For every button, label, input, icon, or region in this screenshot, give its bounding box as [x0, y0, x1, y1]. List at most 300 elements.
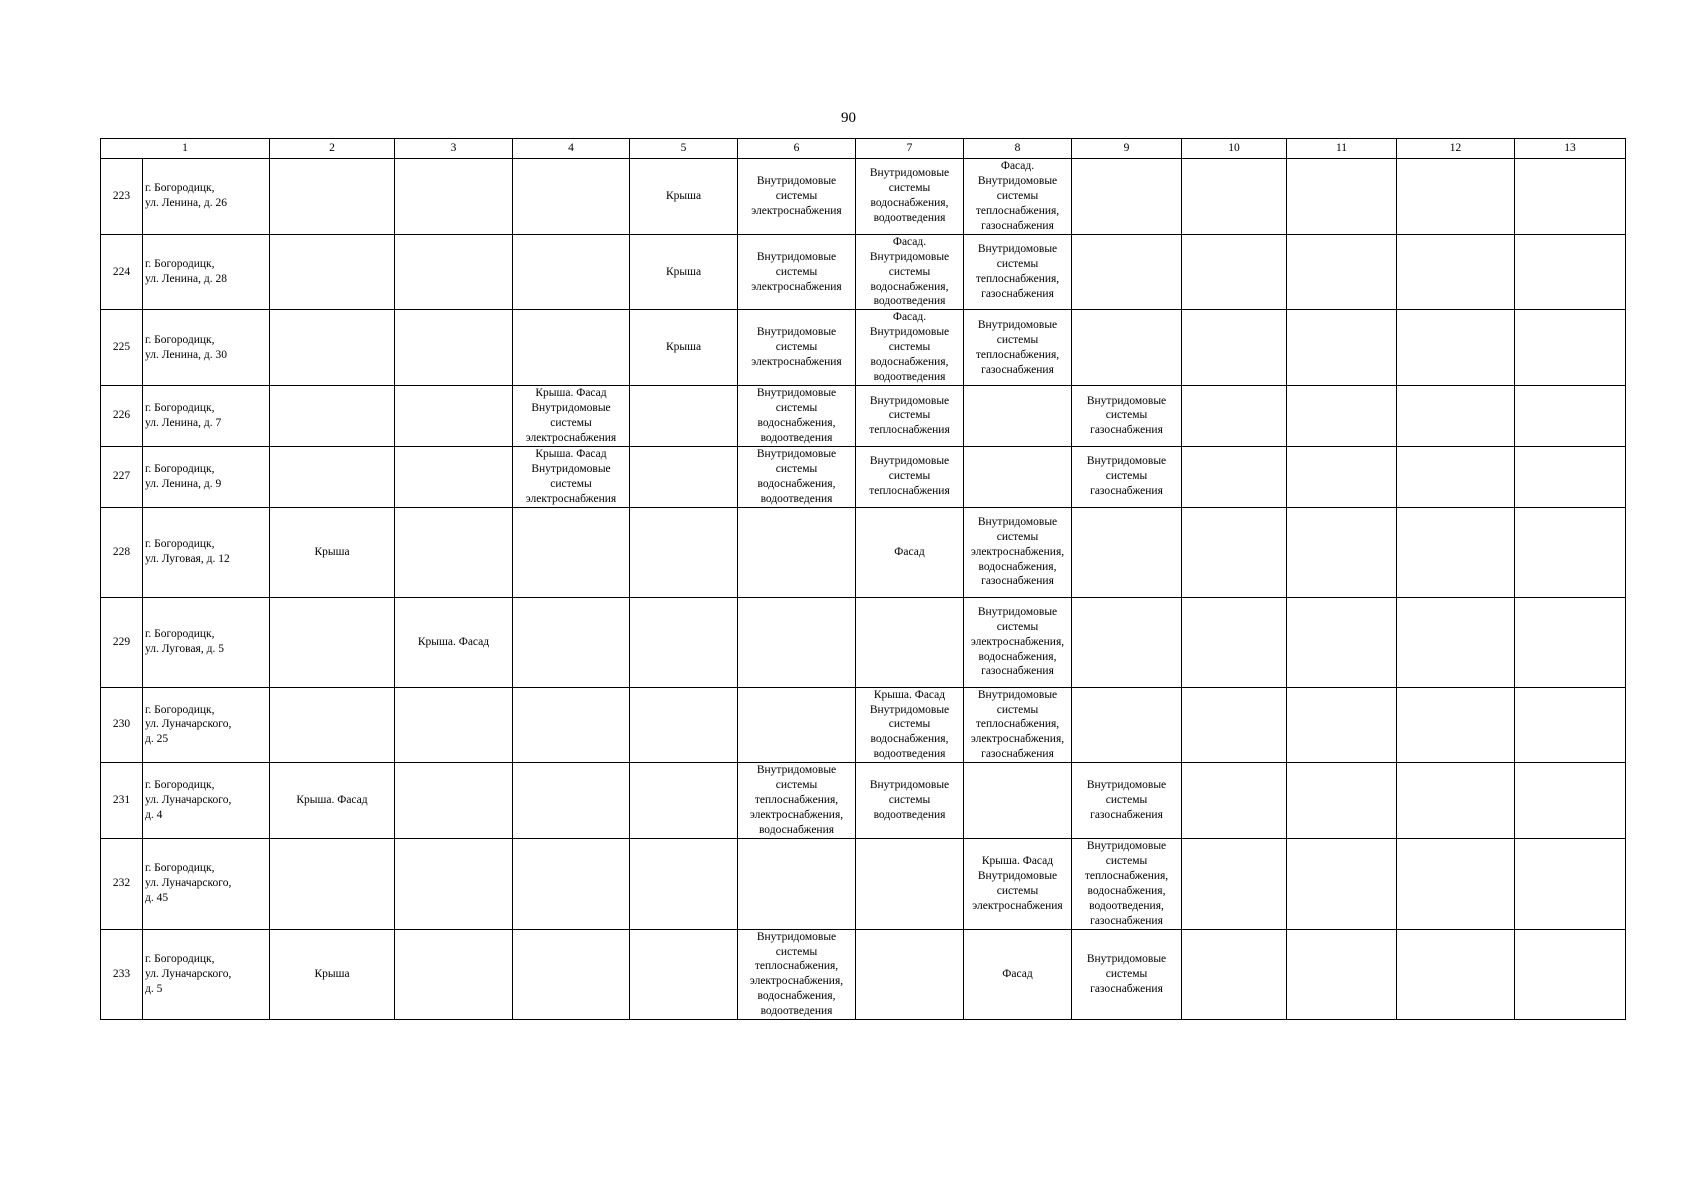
cell-col-7	[856, 159, 964, 235]
table-row	[101, 386, 1626, 447]
cell-col-3	[395, 763, 513, 839]
column-header-2: 2	[270, 139, 395, 159]
cell-col-3	[395, 929, 513, 1020]
cell-text-line: газоснабжения	[1090, 809, 1163, 822]
cell-col-9	[1072, 310, 1182, 386]
cell-text-line: теплоснабжения,	[975, 273, 1060, 286]
column-header-3: 3	[395, 139, 513, 159]
cell-text-line: системы	[888, 409, 931, 422]
cell-text-line: системы	[775, 265, 818, 278]
cell-col-4	[513, 507, 630, 597]
address-line: г. Богородицк,	[145, 703, 215, 716]
cell-text-line: газоснабжения	[981, 665, 1054, 678]
cell-col-4	[513, 310, 630, 386]
cell-col-6	[738, 597, 856, 687]
cell-col-6	[738, 386, 856, 447]
cell-col-3	[395, 234, 513, 310]
cell-text-line: Внутридомовые	[1086, 394, 1167, 407]
cell-col-7	[856, 386, 964, 447]
cell-col-4	[513, 234, 630, 310]
cell-col-4	[513, 838, 630, 929]
row-number: 230	[101, 687, 143, 763]
page-number: 90	[841, 110, 856, 126]
cell-col-11	[1287, 597, 1397, 687]
cell-text-line: системы	[996, 333, 1039, 346]
cell-col-2	[270, 597, 395, 687]
cell-text-line: Внутридомовые	[756, 250, 837, 263]
cell-col-8	[964, 234, 1072, 310]
cell-col-5	[630, 446, 738, 507]
cell-text-line: водоснабжения,	[870, 356, 949, 369]
cell-col-12	[1397, 446, 1515, 507]
cell-col-3	[395, 159, 513, 235]
cell-col-8	[964, 838, 1072, 929]
address-cell	[143, 929, 270, 1020]
address-line: г. Богородицк,	[145, 462, 215, 475]
cell-col-9	[1072, 929, 1182, 1020]
cell-text-line: Внутридомовые	[531, 462, 611, 475]
row-number: 228	[101, 507, 143, 597]
cell-col-7	[856, 234, 964, 310]
cell-text-line: Внутридомовые	[1086, 952, 1167, 965]
cell-text-line: газоснабжения	[1090, 424, 1163, 437]
cell-col-8	[964, 507, 1072, 597]
cell-text-line: водоотведения	[873, 212, 946, 225]
row-number: 232	[101, 838, 143, 929]
cell-text-line: водоснабжения,	[757, 416, 836, 429]
cell-col-10	[1182, 446, 1287, 507]
cell-col-10	[1182, 838, 1287, 929]
cell-col-4	[513, 159, 630, 235]
cell-col-11	[1287, 929, 1397, 1020]
cell-col-5	[630, 310, 738, 386]
cell-col-2	[270, 446, 395, 507]
cell-text-line: системы	[775, 779, 818, 792]
cell-text-line: теплоснабжения,	[975, 718, 1060, 731]
cell-text-line: водоснабжения	[758, 824, 835, 836]
cell-text-line: теплоснабжения,	[975, 348, 1060, 361]
cell-text-line: Внутридомовые	[977, 515, 1058, 528]
cell-text-line: Внутридомовые	[977, 688, 1058, 701]
cell-col-4	[513, 386, 630, 447]
table-row	[101, 446, 1626, 507]
cell-text-line: Внутридомовые	[869, 250, 950, 263]
table-body	[101, 139, 1626, 1020]
row-number: 223	[101, 159, 143, 235]
table-row	[101, 234, 1626, 310]
cell-col-10	[1182, 159, 1287, 235]
cell-col-11	[1287, 507, 1397, 597]
cell-col-8	[964, 386, 1072, 447]
cell-text-line: водоснабжения,	[978, 650, 1057, 663]
cell-text-line: Крыша	[314, 545, 350, 558]
cell-col-13	[1515, 838, 1626, 929]
column-header-11: 11	[1287, 139, 1397, 159]
cell-text-line: Внутридомовые	[977, 318, 1058, 331]
cell-text-line: Внутридомовые	[977, 869, 1058, 882]
cell-text-line: системы	[888, 718, 931, 731]
cell-col-2	[270, 838, 395, 929]
cell-col-3	[395, 386, 513, 447]
cell-text-line: Крыша	[665, 189, 702, 202]
cell-text-line: Фасад	[894, 545, 925, 558]
address-line: ул. Ленина, д. 30	[145, 348, 227, 361]
cell-text-line: системы	[888, 265, 931, 278]
cell-col-9	[1072, 763, 1182, 839]
cell-col-13	[1515, 446, 1626, 507]
cell-text-line: водоотведения	[873, 371, 946, 384]
cell-text-line: Внутридомовые	[869, 779, 950, 792]
cell-text-line: системы	[888, 182, 931, 195]
cell-text-line: водоснабжения,	[757, 990, 836, 1003]
cell-text-line: электроснабжения	[751, 204, 842, 217]
cell-text-line: системы	[1105, 470, 1148, 483]
cell-col-13	[1515, 386, 1626, 447]
address-line: ул. Луначарского,	[145, 794, 232, 807]
cell-text-line: газоснабжения	[1090, 914, 1163, 927]
cell-col-2	[270, 159, 395, 235]
address-line: г. Богородицк,	[145, 628, 215, 641]
cell-col-10	[1182, 687, 1287, 763]
cell-col-7	[856, 838, 964, 929]
cell-text-line: Крыша	[665, 265, 702, 278]
cell-col-13	[1515, 234, 1626, 310]
cell-col-12	[1397, 310, 1515, 386]
cell-text-line: системы	[1105, 409, 1148, 422]
cell-col-5	[630, 507, 738, 597]
cell-col-7	[856, 929, 964, 1020]
cell-text-line: Внутридомовые	[977, 243, 1058, 256]
cell-text-line: газоснабжения	[981, 287, 1054, 300]
cell-col-10	[1182, 386, 1287, 447]
cell-text-line: системы	[996, 620, 1039, 633]
address-line: г. Богородицк,	[145, 258, 215, 271]
cell-col-5	[630, 386, 738, 447]
cell-col-13	[1515, 310, 1626, 386]
cell-col-5	[630, 838, 738, 929]
table-row	[101, 929, 1626, 1020]
cell-col-12	[1397, 929, 1515, 1020]
cell-col-11	[1287, 310, 1397, 386]
cell-text-line: Внутридомовые	[1086, 455, 1167, 468]
address-line: ул. Ленина, д. 9	[145, 477, 222, 490]
table-row	[101, 310, 1626, 386]
cell-text-line: системы	[996, 189, 1039, 202]
column-header-13: 13	[1515, 139, 1626, 159]
column-header-4: 4	[513, 139, 630, 159]
row-number: 224	[101, 234, 143, 310]
cell-text-line: водоотведения	[760, 1005, 833, 1018]
cell-text-line: электроснабжения,	[749, 809, 844, 822]
cell-col-11	[1287, 386, 1397, 447]
cell-text-line: системы	[775, 945, 818, 958]
cell-text-line: Крыша. Фасад	[296, 794, 368, 807]
cell-col-5	[630, 763, 738, 839]
cell-text-line: системы	[996, 703, 1039, 716]
column-header-10: 10	[1182, 139, 1287, 159]
cell-text-line: системы	[550, 477, 592, 490]
cell-text-line: Внутридомовые	[869, 167, 950, 180]
cell-col-8	[964, 597, 1072, 687]
row-number: 231	[101, 763, 143, 839]
cell-text-line: Внутридомовые	[756, 930, 837, 943]
cell-text-line: Крыша. Фасад	[535, 387, 607, 400]
cell-col-3	[395, 446, 513, 507]
cell-col-7	[856, 687, 964, 763]
cell-col-3	[395, 597, 513, 687]
cell-text-line: системы	[775, 462, 818, 475]
cell-col-13	[1515, 763, 1626, 839]
cell-col-9	[1072, 159, 1182, 235]
cell-col-5	[630, 597, 738, 687]
row-number: 225	[101, 310, 143, 386]
column-header-6: 6	[738, 139, 856, 159]
cell-col-9	[1072, 838, 1182, 929]
cell-col-9	[1072, 597, 1182, 687]
cell-col-13	[1515, 507, 1626, 597]
cell-col-9	[1072, 446, 1182, 507]
address-line: д. 45	[145, 892, 169, 905]
cell-text-line: Крыша. Фасад	[417, 635, 490, 648]
cell-col-7	[856, 597, 964, 687]
cell-col-3	[395, 507, 513, 597]
address-line: г. Богородицк,	[145, 182, 215, 195]
cell-text-line: системы	[775, 341, 818, 354]
address-cell	[143, 597, 270, 687]
cell-col-7	[856, 507, 964, 597]
cell-col-12	[1397, 507, 1515, 597]
cell-col-2	[270, 763, 395, 839]
cell-col-6	[738, 763, 856, 839]
cell-text-line: Фасад	[1002, 967, 1033, 980]
cell-col-6	[738, 234, 856, 310]
table-row	[101, 159, 1626, 235]
cell-col-6	[738, 929, 856, 1020]
cell-col-2	[270, 310, 395, 386]
address-line: ул. Ленина, д. 26	[145, 197, 227, 210]
cell-text-line: системы	[996, 884, 1039, 897]
cell-col-2	[270, 687, 395, 763]
cell-text-line: Внутридомовые	[1086, 779, 1167, 792]
column-header-12: 12	[1397, 139, 1515, 159]
cell-text-line: системы	[888, 470, 931, 483]
address-cell	[143, 687, 270, 763]
cell-text-line: системы	[775, 402, 818, 414]
row-number: 229	[101, 597, 143, 687]
cell-text-line: Внутридомовые	[756, 447, 837, 460]
cell-col-5	[630, 159, 738, 235]
cell-text-line: электроснабжения	[751, 356, 842, 369]
cell-text-line: Внутридомовые	[869, 394, 950, 407]
cell-col-4	[513, 763, 630, 839]
cell-col-11	[1287, 446, 1397, 507]
cell-col-12	[1397, 838, 1515, 929]
address-line: д. 5	[145, 982, 163, 995]
cell-col-4	[513, 597, 630, 687]
column-header-5: 5	[630, 139, 738, 159]
address-line: г. Богородицк,	[145, 862, 215, 875]
cell-text-line: электроснабжения,	[970, 733, 1065, 746]
cell-text-line: системы	[1105, 854, 1148, 867]
cell-text-line: электроснабжения,	[970, 635, 1065, 648]
cell-text-line: системы	[775, 189, 818, 202]
cell-col-7	[856, 763, 964, 839]
cell-text-line: Внутридомовые	[756, 387, 837, 400]
cell-text-line: Внутридомовые	[756, 174, 837, 187]
column-header-7: 7	[856, 139, 964, 159]
cell-col-10	[1182, 929, 1287, 1020]
column-header-8: 8	[964, 139, 1072, 159]
works-schedule-table	[100, 138, 1626, 1020]
cell-text-line: водоснабжения,	[870, 197, 949, 210]
address-cell	[143, 838, 270, 929]
address-line: ул. Луначарского,	[145, 877, 232, 890]
cell-col-3	[395, 310, 513, 386]
address-line: ул. Луначарского,	[145, 967, 232, 980]
cell-text-line: системы	[888, 794, 931, 807]
cell-text-line: системы	[996, 258, 1039, 271]
cell-text-line: газоснабжения	[1090, 485, 1163, 498]
cell-col-9	[1072, 386, 1182, 447]
cell-col-13	[1515, 929, 1626, 1020]
cell-text-line: теплоснабжения,	[975, 204, 1060, 217]
address-cell	[143, 446, 270, 507]
table-row	[101, 507, 1626, 597]
cell-text-line: водоснабжения,	[870, 280, 949, 293]
cell-col-13	[1515, 159, 1626, 235]
cell-text-line: электроснабжения	[525, 492, 617, 505]
cell-col-10	[1182, 310, 1287, 386]
cell-col-2	[270, 234, 395, 310]
cell-text-line: электроснабжения,	[970, 545, 1065, 558]
cell-col-12	[1397, 687, 1515, 763]
cell-col-8	[964, 310, 1072, 386]
cell-text-line: газоснабжения	[1090, 982, 1163, 995]
cell-text-line: теплоснабжения,	[754, 960, 839, 973]
cell-text-line: водоснабжения,	[978, 560, 1057, 573]
address-line: ул. Луговая, д. 5	[145, 643, 224, 656]
cell-text-line: водоотведения	[873, 748, 946, 761]
address-line: ул. Луговая, д. 12	[145, 553, 230, 566]
column-header-1: 1	[101, 139, 270, 159]
address-line: г. Богородицк,	[145, 402, 215, 414]
address-cell	[143, 159, 270, 235]
column-number-header	[101, 139, 1626, 159]
cell-col-5	[630, 234, 738, 310]
cell-text-line: газоснабжения	[981, 219, 1054, 232]
cell-text-line: водоотведения	[760, 492, 833, 505]
address-line: д. 25	[145, 733, 169, 746]
cell-text-line: электроснабжения,	[749, 975, 844, 988]
cell-text-line: газоснабжения	[981, 363, 1054, 376]
cell-col-2	[270, 507, 395, 597]
cell-text-line: Внутридомовые	[869, 703, 950, 716]
cell-col-12	[1397, 763, 1515, 839]
address-line: г. Богородицк,	[145, 952, 215, 965]
cell-col-4	[513, 446, 630, 507]
address-cell	[143, 763, 270, 839]
cell-col-12	[1397, 597, 1515, 687]
cell-text-line: Крыша. Фасад	[873, 688, 946, 701]
cell-text-line: Крыша	[665, 341, 702, 354]
cell-col-12	[1397, 234, 1515, 310]
cell-text-line: Фасад.	[1000, 160, 1035, 172]
cell-col-3	[395, 687, 513, 763]
cell-col-5	[630, 929, 738, 1020]
cell-col-8	[964, 446, 1072, 507]
cell-text-line: электроснабжения	[972, 899, 1063, 912]
cell-col-9	[1072, 687, 1182, 763]
cell-col-12	[1397, 386, 1515, 447]
cell-col-10	[1182, 507, 1287, 597]
cell-col-7	[856, 446, 964, 507]
cell-col-8	[964, 159, 1072, 235]
cell-text-line: Внутридомовые	[977, 605, 1058, 618]
cell-text-line: водоснабжения,	[1087, 884, 1166, 897]
cell-text-line: водоснабжения,	[757, 477, 836, 490]
cell-text-line: водоотведения	[760, 431, 833, 444]
cell-col-6	[738, 310, 856, 386]
cell-text-line: теплоснабжения,	[1084, 869, 1169, 882]
cell-text-line: Фасад.	[892, 235, 927, 248]
cell-text-line: системы	[996, 530, 1039, 543]
cell-col-11	[1287, 234, 1397, 310]
cell-text-line: Внутридомовые	[977, 174, 1058, 187]
address-cell	[143, 507, 270, 597]
cell-text-line: системы	[1105, 967, 1148, 980]
cell-text-line: Внутридомовые	[1086, 839, 1167, 852]
address-cell	[143, 386, 270, 447]
cell-text-line: Крыша. Фасад	[981, 854, 1054, 867]
cell-text-line: системы	[550, 416, 592, 429]
cell-text-line: электроснабжения	[751, 280, 842, 293]
cell-text-line: Внутридомовые	[869, 326, 950, 339]
cell-col-6	[738, 687, 856, 763]
cell-text-line: Внутридомовые	[756, 326, 837, 339]
address-line: ул. Луначарского,	[145, 718, 232, 731]
cell-col-11	[1287, 838, 1397, 929]
cell-col-6	[738, 507, 856, 597]
cell-text-line: электроснабжения	[525, 431, 617, 444]
cell-col-5	[630, 687, 738, 763]
cell-text-line: Фасад.	[892, 311, 927, 324]
cell-col-10	[1182, 234, 1287, 310]
cell-col-11	[1287, 159, 1397, 235]
cell-col-4	[513, 929, 630, 1020]
cell-col-7	[856, 310, 964, 386]
cell-text-line: Крыша	[314, 967, 350, 980]
table-row	[101, 763, 1626, 839]
cell-text-line: газоснабжения	[981, 748, 1054, 761]
cell-text-line: Внутридомовые	[869, 455, 950, 468]
cell-col-13	[1515, 687, 1626, 763]
table-row	[101, 687, 1626, 763]
table-row	[101, 597, 1626, 687]
cell-col-9	[1072, 507, 1182, 597]
cell-col-8	[964, 929, 1072, 1020]
cell-text-line: теплоснабжения	[869, 485, 950, 498]
cell-text-line: теплоснабжения	[869, 424, 950, 437]
row-number: 233	[101, 929, 143, 1020]
cell-text-line: водоотведения	[873, 295, 946, 308]
address-line: ул. Ленина, д. 28	[145, 273, 227, 286]
cell-col-6	[738, 159, 856, 235]
cell-text-line: системы	[1105, 794, 1148, 807]
cell-col-6	[738, 838, 856, 929]
cell-text-line: системы	[888, 341, 931, 354]
cell-text-line: газоснабжения	[981, 575, 1054, 588]
cell-col-4	[513, 687, 630, 763]
